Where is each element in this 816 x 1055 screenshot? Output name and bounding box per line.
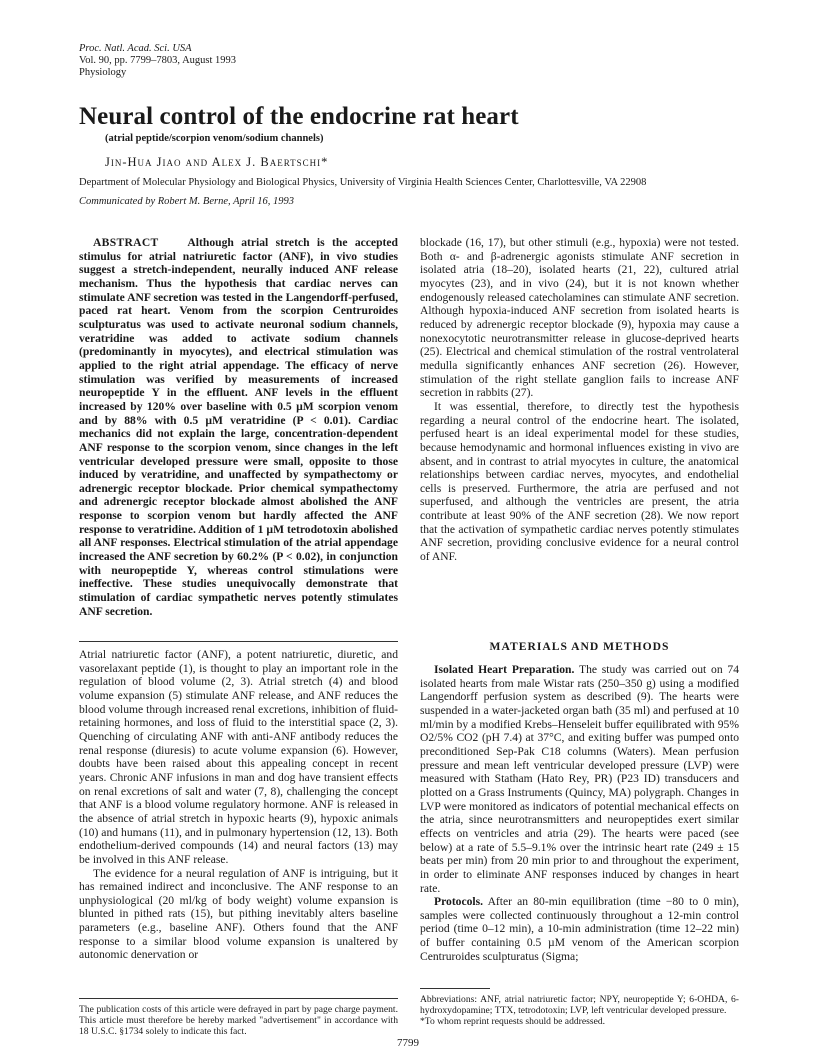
- journal-volume: Vol. 90, pp. 7799–7803, August 1993: [79, 55, 237, 66]
- section-heading: MATERIALS AND METHODS: [489, 640, 670, 653]
- publication-charges-note: The publication costs of this article were defrayed in part by page charge payment. This article must therefore be hereby marked "advertisement" in accordance with 18 U.S.C. §1734 solely to indicate this fact.: [79, 1004, 398, 1037]
- keywords: (atrial peptide/scorpion venom/sodium channels): [105, 133, 324, 144]
- methods-column: [420, 663, 739, 963]
- abbreviations-note: Abbreviations: ANF, atrial natriuretic factor; NPY, neuropeptide Y; 6-OHDA, 6-hydroxydopamine; TTX, tetrodotoxin; LVP, left ventricular developed pressure.: [420, 994, 739, 1016]
- protocols-text: After an 80-min equilibration (time −80 to 0 min), samples were collected continuously throughout a 12-min control period (time 0–12 min), a 10-min administration (time 12–22 min) of buffer containing 0.5 µM venom of the American scorpion Centruroides sculpturatus (Sigma;: [420, 895, 739, 963]
- prep-text: The study was carried out on 74 isolated hearts from male Wistar rats (250–350 g) using a modified Langendorff perfusion system as described (9). The hearts were suspended in a water-jacketed organ bath (35 ml) and perfused at 10 ml/min by a modified Krebs–Henseleit buffer equilibrated with 95% O2/5% CO2 (pH 7.4) at 37°C, and exiting buffer was pumped onto preconditioned Sep-Pak C18 columns (Waters). Mean perfusion pressure and mean left ventricular developed pressure (LVP) were measured with Statham (Hato Rey, PR) (P23 ID) transducers and plotted on a Grass Instruments (Quincy, MA) polygraph. Changes in LVP were monitored as indicators of potential mechanical effects on the atria, since neurotransmitters and neuropeptides exert similar effects on ventricles and atria (29). The hearts were paced (see below) at a rate of 5.5–9.1% over the intrinsic heart rate (249 ± 15 beats per min) from 20 min prior to and throughout the experiment, in order to eliminate ANF responses induced by changes in heart rate.: [420, 663, 740, 895]
- intro-paragraph-2: The evidence for a neural regulation of ANF is intriguing, but it has remained indirect and inconclusive. The ANF response to an unphysiological (20 ml/kg of body weight) volume expansion is blunted in pithed rats (15), but pithing inevitably alters baseline parameters (e.g., baseline ANF). Others found that the ANF response to a similar blood volume expansion is unaltered by autonomic denervation or: [79, 866, 398, 962]
- reprint-note: *To whom reprint requests should be addressed.: [420, 1016, 606, 1027]
- affiliation: Department of Molecular Physiology and Biological Physics, University of Virginia Health Sciences Center, Charlottesville, VA 22908: [79, 177, 647, 188]
- article-title: Neural control of the endocrine rat heart: [79, 103, 519, 130]
- footnote-divider-right: [420, 988, 490, 989]
- intro-column-left: [79, 648, 398, 962]
- intro-column-right: [420, 236, 739, 564]
- page-number: 7799: [397, 1037, 419, 1049]
- abstract-paragraph: [79, 236, 398, 618]
- abstract-block: [79, 236, 398, 618]
- methods-paragraph-protocols: [420, 895, 739, 963]
- abstract-label: ABSTRACT: [93, 236, 159, 249]
- intro-paragraph-3: blockade (16, 17), but other stimuli (e.g., hypoxia) were not tested. Both α- and β-adrenergic agonists stimulate ANF secretion in isolated atria (18–20), isolated hearts (21, 22), cultured atrial myocytes (23), and in vivo (24), but it is not known whether endogenously released catecholamines can stimulate ANF secretion. Although hypoxia-induced ANF secretion from isolated hearts is reduced by adrenergic receptor blockade (9), hypoxia may cause a nonexocytotic neurotransmitter release in glucose-deprived hearts (25). Electrical and chemical stimulation of the rostral ventrolateral medulla significantly enhances ANF secretion (26). However, stimulation of the right stellate ganglion fails to increase ANF secretion in rabbits (27).: [420, 236, 739, 400]
- footnotes-right: [420, 994, 739, 1027]
- methods-paragraph-prep: [420, 663, 739, 895]
- journal-section: Physiology: [79, 67, 127, 78]
- abstract-divider: [79, 641, 398, 642]
- abstract-text: Although atrial stretch is the accepted stimulus for atrial natriuretic factor (ANF), in vivo studies suggest a stretch-independent, neurally induced ANF release mechanism. Thus the hypothesis that cardiac nerves can stimulate ANF secretion was tested in the Langendorff-perfused, paced rat heart. Venom from the scorpion Centruroides sculpturatus was used to activate neuronal sodium channels, veratridine was added to activate sodium channels (predominantly in myocytes), and electrical stimulation was applied to the right atrial appendage. The efficacy of nerve stimulation was verified by measurements of increased neuropeptide Y in the effluent. ANF levels in the effluent increased by 120% over baseline with 0.5 µM scorpion venom and by 88% with 0.5 µM veratridine (P < 0.01). Cardiac mechanics did not explain the large, concentration-dependent ANF response to the scorpion venom, since changes in the left ventricular developed pressure were small, opposite to those induced by veratridine, and unaffected by sympathectomy or adrenergic receptor blockade. Prior chemical sympathectomy and adrenergic receptor blockade almost abolished the ANF response to scorpion venom but hardly affected the ANF response to veratridine. Addition of 1 µM tetrodotoxin abolished all ANF responses. Electrical stimulation of the atrial appendage increased the ANF secretion by 60.2% (P < 0.02), in conjunction with neuropeptide Y, whereas control stimulations were ineffective. These studies unequivocally demonstrate that stimulation of cardiac sympathetic nerves potently stimulates ANF secretion.: [79, 236, 398, 618]
- prep-label: Isolated Heart Preparation.: [434, 663, 575, 676]
- intro-paragraph-4: It was essential, therefore, to directly test the hypothesis regarding a neural control of the endocrine heart. The isolated, perfused heart is an ideal experimental model for these studies, because hemodynamic and hormonal influences existing in vivo are absent, and in contrast to atrial myocytes in culture, the anatomical relationships between cardiac nerves, myocytes, and endothelial cells is preserved. Furthermore, the atria are perfused and not superfused, and although the ventricles are present, the atria contribute at least 90% of the ANF secretion (28). We now report that the activation of sympathetic cardiac nerves potently stimulates ANF secretion, providing conclusive evidence for a neural control of ANF.: [420, 399, 739, 564]
- journal-name: Proc. Natl. Acad. Sci. USA: [79, 43, 192, 54]
- footnote-divider-left: [79, 998, 398, 999]
- intro-paragraph-1: Atrial natriuretic factor (ANF), a potent natriuretic, diuretic, and vasorelaxant peptide (1), is thought to play an important role in the regulation of blood volume (2, 3). Atrial stretch (4) and blood volume expansion (5) stimulate ANF release, and ANF reduces the blood volume through increased renal excretions, inhibition of fluid-retaining hormones, and loss of fluid to the interstitial space (2, 3). Quenching of circulating ANF with anti-ANF antibody reduces the renal response (diuresis) to acute volume expansion (6). However, doubts have been raised about this appealing concept in recent years. Chronic ANF infusions in man and dog have transient effects on renal excretions of salt and water (7, 8), challenging the concept that ANF is a blood volume regulatory hormone. ANF is released in the absence of atrial stretch in hypoxic hearts (9), hypoxic animals (10) and humans (11), and in pulmonary hypertension (12, 13). Both endothelium-derived compounds (14) and neural factors (13) may be involved in this ANF release.: [79, 648, 398, 866]
- communicated-by: Communicated by Robert M. Berne, April 16, 1993: [79, 196, 295, 207]
- protocols-label: Protocols.: [434, 895, 484, 909]
- authors: Jin-Hua Jiao and Alex J. Baertschi*: [105, 155, 329, 169]
- journal-header: [79, 43, 236, 79]
